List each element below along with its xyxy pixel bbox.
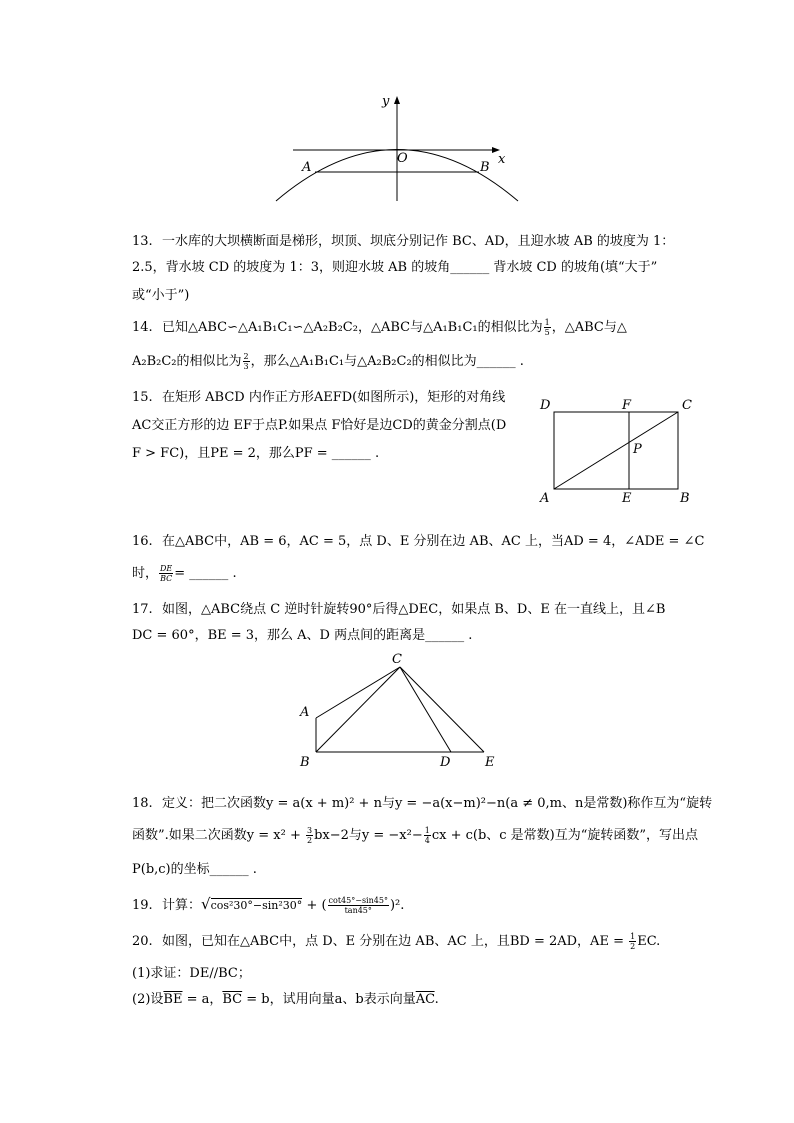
q18-text2b: bx−2与y = −x²− [314,828,423,843]
q20-eq-b: = b，试用向量a、b表示向量 [242,992,416,1007]
q18-number: 18. [132,796,153,811]
q20-number: 20. [132,934,153,949]
q15-text1: 在矩形 ABCD 内作正方形AEFD(如图所示)，矩形的对角线 [162,390,506,405]
q19-frac [328,896,389,915]
sqrt-symbol: √ [201,895,211,913]
q15-line3: F > FC)，且PE = 2，那么PF = ______ . [132,446,380,461]
q19-line1 [132,894,404,916]
q19-text-a: 计算： [162,898,202,913]
q19-text-c: )². [389,898,405,913]
q14-frac2-num: 2 [243,352,249,361]
q14-text2b: ，那么△A₁B₁C₁与△A₂B₂C₂的相似比为______ . [250,354,524,369]
q20-eq-a: = a， [182,992,223,1007]
q20-line1 [132,932,660,952]
label-d3: D [440,755,451,770]
q20-frac [629,932,636,951]
q19-frac-num: cot45°−sin45° [328,896,388,905]
q20-frac-den: 2 [630,942,636,951]
q13-number: 13. [132,234,153,249]
q14-frac1-num: 1 [544,318,550,327]
q18-frac2-den: 4 [424,836,430,845]
q16-text2a: 时， [132,566,159,581]
q20-text1a: 如图，已知在△ABC中，点 D、E 分别在边 AB、AC 上，且BD = 2AD，AE = [162,934,629,949]
q19-sqrt-content: cos²30°−sin²30° [210,899,303,912]
vector-be: $\overline{BE}$ [163,992,183,1007]
vector-ac: $\overline{AC}$ [415,992,435,1007]
q19-number: 19. [132,898,153,913]
q18-frac2 [424,826,431,845]
q13-text1: 一水库的大坝横断面是梯形，坝顶、坝底分别记作 BC、AD，且迎水坡 AB 的坡度为 1： [162,234,675,249]
label-x: x [498,152,506,167]
q16-frac-den: BC [160,574,173,583]
q18-frac1-num: 3 [306,826,313,835]
q18-frac1-den: 2 [306,836,313,845]
q13-line2: 2.5，背水坡 CD 的坡度为 1：3，则迎水坡 AB 的坡角______ 背水坡 CD 的坡角(填“大于” [132,260,658,275]
label-e: E [622,491,632,506]
label-d: D [540,398,551,413]
q18-text2c: cx + c(b、c 是常数)互为“旋转函数”，写出点 [431,828,699,843]
q20-part1: (1)求证：DE//BC； [132,966,251,981]
q14-frac1-den: 5 [544,328,550,337]
q14-text1a: 已知△ABC∽△A₁B₁C₁∽△A₂B₂C₂，△ABC与△A₁B₁C₁的相似比为 [162,320,543,335]
label-a2: A [540,491,550,506]
label-c3: C [392,652,402,667]
label-a: A [302,160,312,175]
label-c: C [682,398,692,413]
segment-ca [316,667,400,718]
q18-text1: 定义：把二次函数y = a(x + m)² + n与y = −a(x−m)²−n(a ≠ 0,m、n是常数)称作互为“旋转 [162,796,713,811]
q20-frac-num: 1 [630,932,636,941]
q16-frac-num: DE [160,564,173,573]
label-a3: A [300,705,310,720]
q14-text1b: ，△ABC与△ [551,320,627,335]
q17-text1: 如图，△ABC绕点 C 逆时针旋转90°后得△DEC，如果点 B、D、E 在一直线上，且∠B [162,602,666,617]
q17-line2: DC = 60°，BE = 3，那么 A、D 两点间的距离是______ . [132,628,473,643]
q17-number: 17. [132,602,153,617]
q16-text2b: = ______ . [174,566,237,581]
q18-line2 [132,826,698,846]
q18-frac1 [306,826,313,845]
q20-end: . [434,992,439,1007]
label-b3: B [300,755,310,770]
label-b: B [480,160,490,175]
q20-part2 [132,990,439,1010]
q14-text2a: A₂B₂C₂的相似比为 [132,354,242,369]
q14-number: 14. [132,320,153,335]
q14-frac2-den: 3 [243,362,249,371]
label-y: y [382,94,390,109]
label-f: F [622,398,632,413]
q16-number: 16. [132,534,153,549]
label-e3: E [485,755,495,770]
q15-line2: AC交正方形的边 EF于点P.如果点 F恰好是边CD的黄金分割点(D [132,418,507,433]
q16-text1: 在△ABC中，AB = 6，AC = 5，点 D、E 分别在边 AB、AC 上，当AD = 4，∠ADE = ∠C [162,534,705,549]
segment-cb [316,667,400,752]
q18-line3: P(b,c)的坐标______ . [132,862,257,877]
q18-frac2-num: 1 [424,826,430,835]
q18-line1 [132,794,712,814]
label-b2: B [680,491,690,506]
vector-bc: $\overline{BC}$ [222,992,243,1007]
q20-text1b: EC. [637,934,661,949]
q20-part2a: (2)设 [132,992,164,1007]
q15-number: 15. [132,390,153,405]
q13-line3: 或“小于”) [132,288,190,303]
label-o: O [397,151,408,166]
segment-cd [400,667,451,752]
q19-frac-den: tan45° [344,906,372,915]
segment-ce [400,667,484,752]
label-p: P [633,442,642,457]
q18-text2a: 函数”.如果二次函数y = x² + [132,828,305,843]
q19-text-b: + ( [306,898,327,913]
